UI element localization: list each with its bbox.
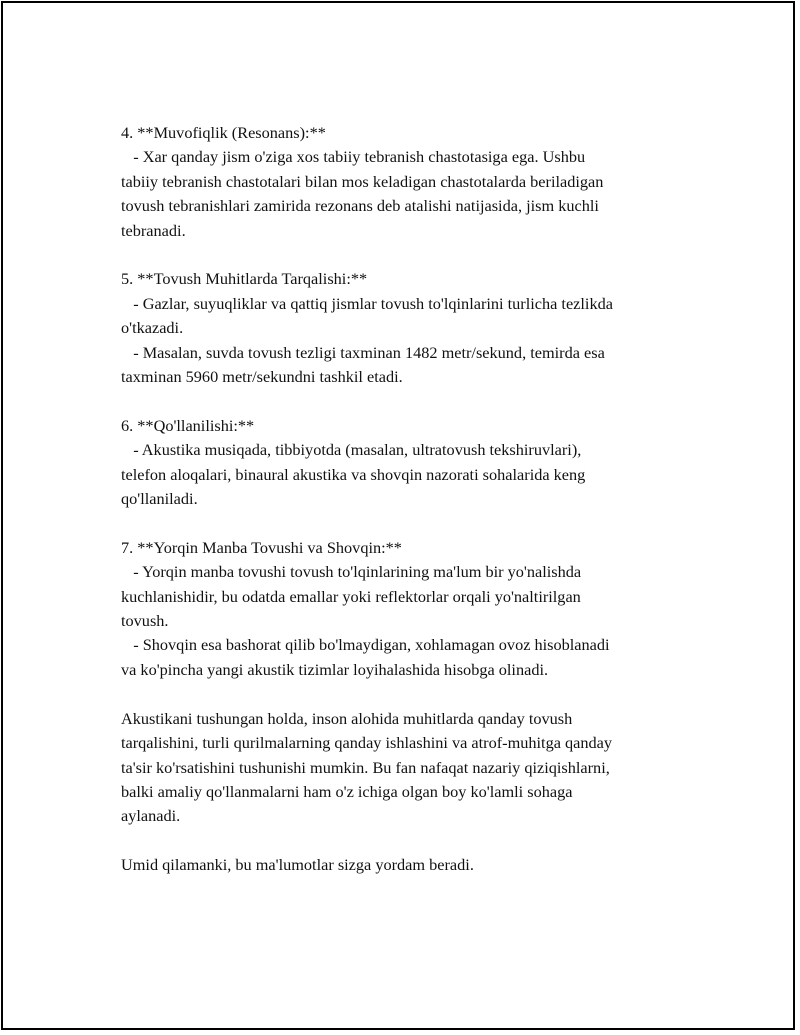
text-line: tebranadi.: [121, 220, 186, 240]
text-line: - Shovqin esa bashorat qilib bo'lmaydigan, xohlamagan ovoz hisoblanadi: [121, 635, 610, 655]
text-line: - Akustika musiqada, tibbiyotda (masalan, ultratovush tekshiruvlari),: [121, 440, 582, 460]
section-propagation: [121, 267, 691, 389]
conclusion-paragraph: [121, 707, 691, 829]
closing-paragraph: [121, 853, 691, 877]
text-line: - Gazlar, suyuqliklar va qattiq jismlar tovush to'lqinlarini turlicha tezlikda: [121, 293, 613, 313]
text-line: tarqalishini, turli qurilmalarning qanday ishlashini va atrof-muhitga qanday: [121, 733, 613, 753]
section-heading: 5. **Tovush Muhitlarda Tarqalishi:**: [121, 269, 368, 289]
text-line: - Masalan, suvda tovush tezligi taxminan 1482 metr/sekund, temirda esa: [121, 342, 605, 362]
text-line: telefon aloqalari, binaural akustika va shovqin nazorati sohalarida keng: [121, 464, 586, 484]
section-bright-source-noise: [121, 536, 691, 682]
text-line: taxminan 5960 metr/sekundni tashkil etadi.: [121, 367, 403, 387]
text-line: balki amaliy qo'llanmalarni ham o'z ichiga olgan boy ko'lamli sohaga: [121, 781, 573, 801]
paragraph-gap: [121, 682, 691, 706]
text-line: kuchlanishidir, bu odatda emallar yoki reflektorlar orqali yo'naltirilgan: [121, 586, 581, 606]
section-heading: 4. **Muvofiqlik (Resonans):**: [121, 123, 326, 142]
section-heading: 6. **Qo'llanilishi:**: [121, 415, 255, 435]
page-frame: [1, 1, 795, 1030]
text-line: - Xar qanday jism o'ziga xos tabiiy tebranish chastotasiga ega. Ushbu: [121, 147, 586, 167]
text-line: - Yorqin manba tovushi tovush to'lqinlarining ma'lum bir yo'nalishda: [121, 562, 582, 582]
text-line: Akustikani tushungan holda, inson alohida muhitlarda qanday tovush: [121, 708, 573, 728]
paragraph-gap: [121, 389, 691, 413]
text-line: tabiiy tebranish chastotalari bilan mos keladigan chastotalarda beriladigan: [121, 171, 604, 191]
paragraph-gap: [121, 511, 691, 535]
paragraph-gap: [121, 829, 691, 853]
section-resonance: [121, 121, 691, 243]
text-line: tovush tebranishlari zamirida rezonans deb atalishi natijasida, jism kuchli: [121, 196, 599, 216]
text-line: ta'sir ko'rsatishini tushunishi mumkin. Bu fan nafaqat nazariy qiziqishlarni,: [121, 757, 610, 777]
document-body: [121, 121, 691, 878]
section-heading: 7. **Yorqin Manba Tovushi va Shovqin:**: [121, 537, 402, 557]
text-line: Umid qilamanki, bu ma'lumotlar sizga yordam beradi.: [121, 855, 474, 875]
text-line: va ko'pincha yangi akustik tizimlar loyihalashida hisobga olinadi.: [121, 659, 549, 679]
text-line: aylanadi.: [121, 806, 181, 826]
text-line: tovush.: [121, 611, 169, 631]
paragraph-gap: [121, 243, 691, 267]
section-applications: [121, 414, 691, 512]
text-line: qo'llaniladi.: [121, 489, 198, 509]
text-line: o'tkazadi.: [121, 318, 184, 338]
